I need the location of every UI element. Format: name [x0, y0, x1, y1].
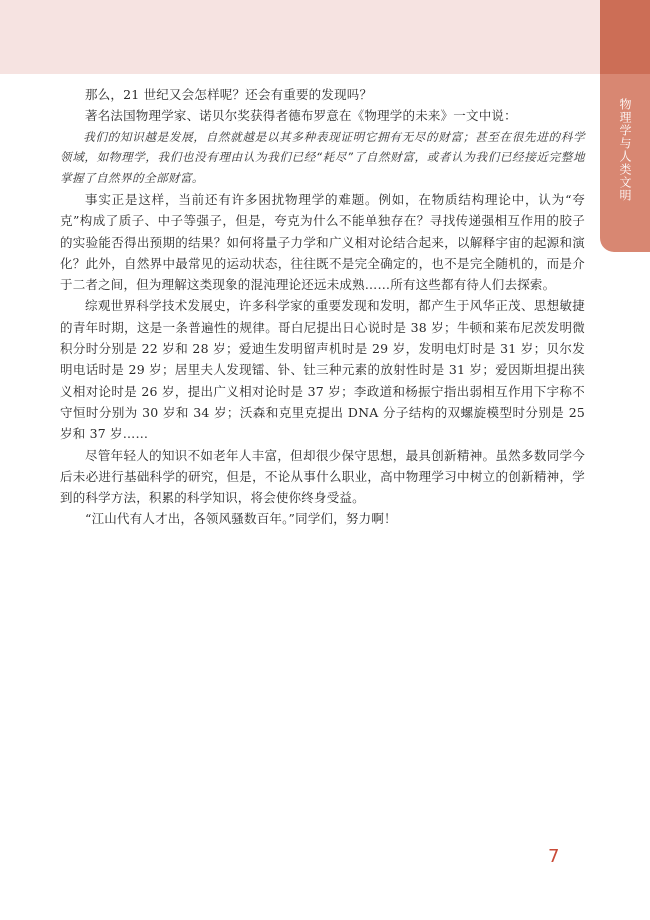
paragraph-intro-quote: 著名法国物理学家、诺贝尔奖获得者德布罗意在《物理学的未来》一文中说： [85, 108, 517, 124]
chapter-title-vertical: 物理学与人类文明 [618, 98, 632, 202]
paragraph-closing: “江山代有人才出，各领风骚数百年。”同学们，努力啊！ [85, 511, 397, 527]
paragraph-young-scientists: 综观世界科学技术发展史，许多科学家的重要发现和发明，都产生于风华正茂、思想敏捷的青年时期，这是一条普遍性的规律。哥白尼提出日心说时是 38 岁；牛顿和莱布尼茨发明微积分时分别是 22 岁和 28 岁；爱迪生发明留声机时是 29 岁，发明电灯时是 31 岁；贝尔发明电话时是 29 岁；居里夫人发现镭、钋、钍三种元素的放射性时是 31 岁；爱因斯坦提出狭义相对论时是 26 岁，提出广义相对论时是 37 岁；李政道和杨振宁指出弱相互作用下宇称不守恒时分别为 30 岁和 34 岁；沃森和克里克提出 DNA 分子结构的双螺旋模型时分别是 25 岁和 37 岁…… [60, 298, 585, 442]
header-band [0, 0, 600, 74]
page-body [60, 84, 585, 530]
paragraph-open-problems: 事实正是这样，当前还有许多困扰物理学的难题。例如，在物质结构理论中，认为“夸克”构成了质子、中子等强子，但是，夸克为什么不能单独存在？寻找传递强相互作用的胶子的实验能否得出预期的结果？如何将量子力学和广义相对论结合起来，以解释宇宙的起源和演化？此外，自然界中最常见的运动状态，往往既不是完全确定的，也不是完全随机的，而是介于二者之间，但为理解这类现象的混沌理论还远未成熟……所有这些都有待人们去探索。 [60, 191, 585, 293]
paragraph-question: 那么，21 世纪又会怎样呢？还会有重要的发现吗？ [85, 87, 373, 102]
page-number: 7 [548, 846, 560, 867]
paragraph-innovation: 尽管年轻人的知识不如老年人丰富，但却很少保守思想，最具创新精神。虽然多数同学今后未必进行基础科学的研究，但是，不论从事什么职业，高中物理学习中树立的创新精神，学到的科学方法，积累的科学知识，将会使你终身受益。 [60, 447, 585, 506]
quotation-de-broglie: 我们的知识越是发展，自然就越是以其多种表现证明它拥有无尽的财富；甚至在很先进的科学领域，如物理学，我们也没有理由认为我们已经“耗尽”了自然财富，或者认为我们已经接近完整地掌握了自然界的全部财富。 [60, 129, 585, 186]
side-tab-top-block [600, 0, 650, 74]
chapter-side-tab [600, 0, 650, 252]
